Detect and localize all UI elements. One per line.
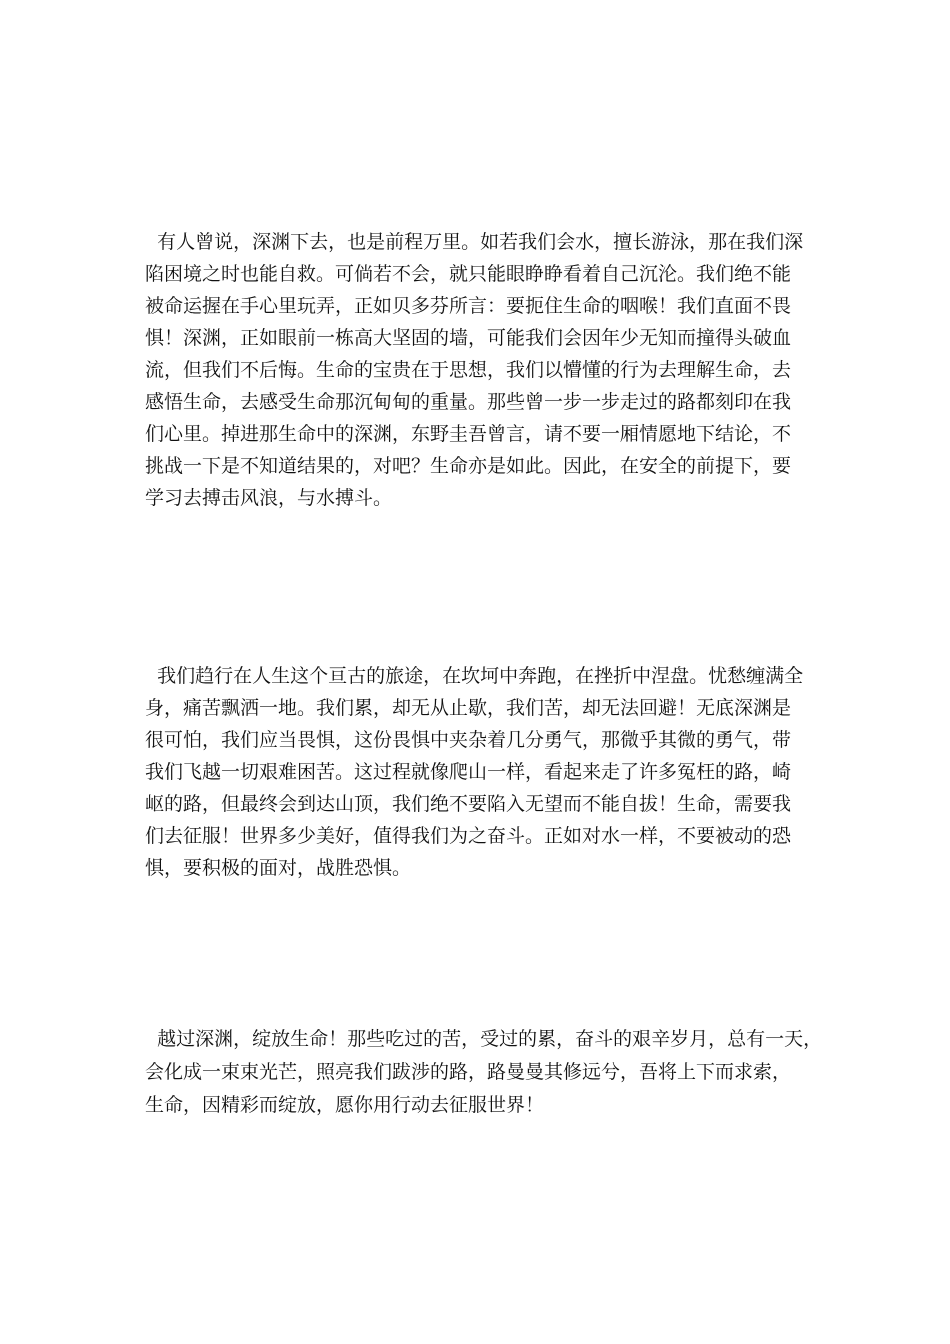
- paragraph-line: 们去征服！世界多少美好，值得我们为之奋斗。正如对水一样，不要被动的恐: [145, 825, 792, 847]
- paragraph-line: 被命运握在手心里玩弄，正如贝多芬所言：要扼住生命的咽喉！我们直面不畏: [145, 295, 792, 317]
- paragraph-line: 生命，因精彩而绽放，愿你用行动去征服世界！: [145, 1094, 545, 1116]
- paragraph-line: 感悟生命，去感受生命那沉甸甸的重量。那些曾一步一步走过的路都刻印在我: [145, 391, 792, 413]
- paragraph-1: [145, 226, 803, 514]
- paragraph-line: 身，痛苦飘洒一地。我们累，却无从止歇，我们苦，却无法回避！无底深渊是: [145, 697, 792, 719]
- paragraph-line: 流，但我们不后悔。生命的宝贵在于思想，我们以懵懂的行为去理解生命，去: [145, 359, 792, 381]
- paragraph-2: [145, 660, 803, 884]
- paragraph-line: 有人曾说，深渊下去，也是前程万里。如若我们会水，擅长游泳，那在我们深: [145, 231, 804, 253]
- paragraph-line: 越过深渊，绽放生命！那些吃过的苦，受过的累，奋斗的艰辛岁月，总有一天，: [145, 1028, 823, 1050]
- paragraph-line: 惧，要积极的面对，战胜恐惧。: [145, 857, 412, 879]
- paragraph-line: 惧！深渊，正如眼前一栋高大坚固的墙，可能我们会因年少无知而撞得头破血: [145, 327, 792, 349]
- paragraph-3: [145, 1023, 822, 1122]
- paragraph-line: 我们飞越一切艰难困苦。这过程就像爬山一样，看起来走了许多冤枉的路，崎: [145, 761, 792, 783]
- paragraph-line: 很可怕，我们应当畏惧，这份畏惧中夹杂着几分勇气，那微乎其微的勇气，带: [145, 729, 792, 751]
- paragraph-line: 会化成一束束光芒，照亮我们跋涉的路，路曼曼其修远兮，吾将上下而求索，: [145, 1061, 792, 1083]
- paragraph-line: 岖的路，但最终会到达山顶，我们绝不要陷入无望而不能自拔！生命，需要我: [145, 793, 792, 815]
- paragraph-line: 们心里。掉进那生命中的深渊，东野圭吾曾言，请不要一厢情愿地下结论，不: [145, 423, 792, 445]
- paragraph-line: 学习去搏击风浪，与水搏斗。: [145, 487, 393, 509]
- paragraph-line: 我们趋行在人生这个亘古的旅途，在坎坷中奔跑，在挫折中涅盘。忧愁缠满全: [145, 665, 804, 687]
- paragraph-line: 陷困境之时也能自救。可倘若不会，就只能眼睁睁看着自己沉沦。我们绝不能: [145, 263, 792, 285]
- paragraph-line: 挑战一下是不知道结果的，对吧？生命亦是如此。因此，在安全的前提下，要: [145, 455, 792, 477]
